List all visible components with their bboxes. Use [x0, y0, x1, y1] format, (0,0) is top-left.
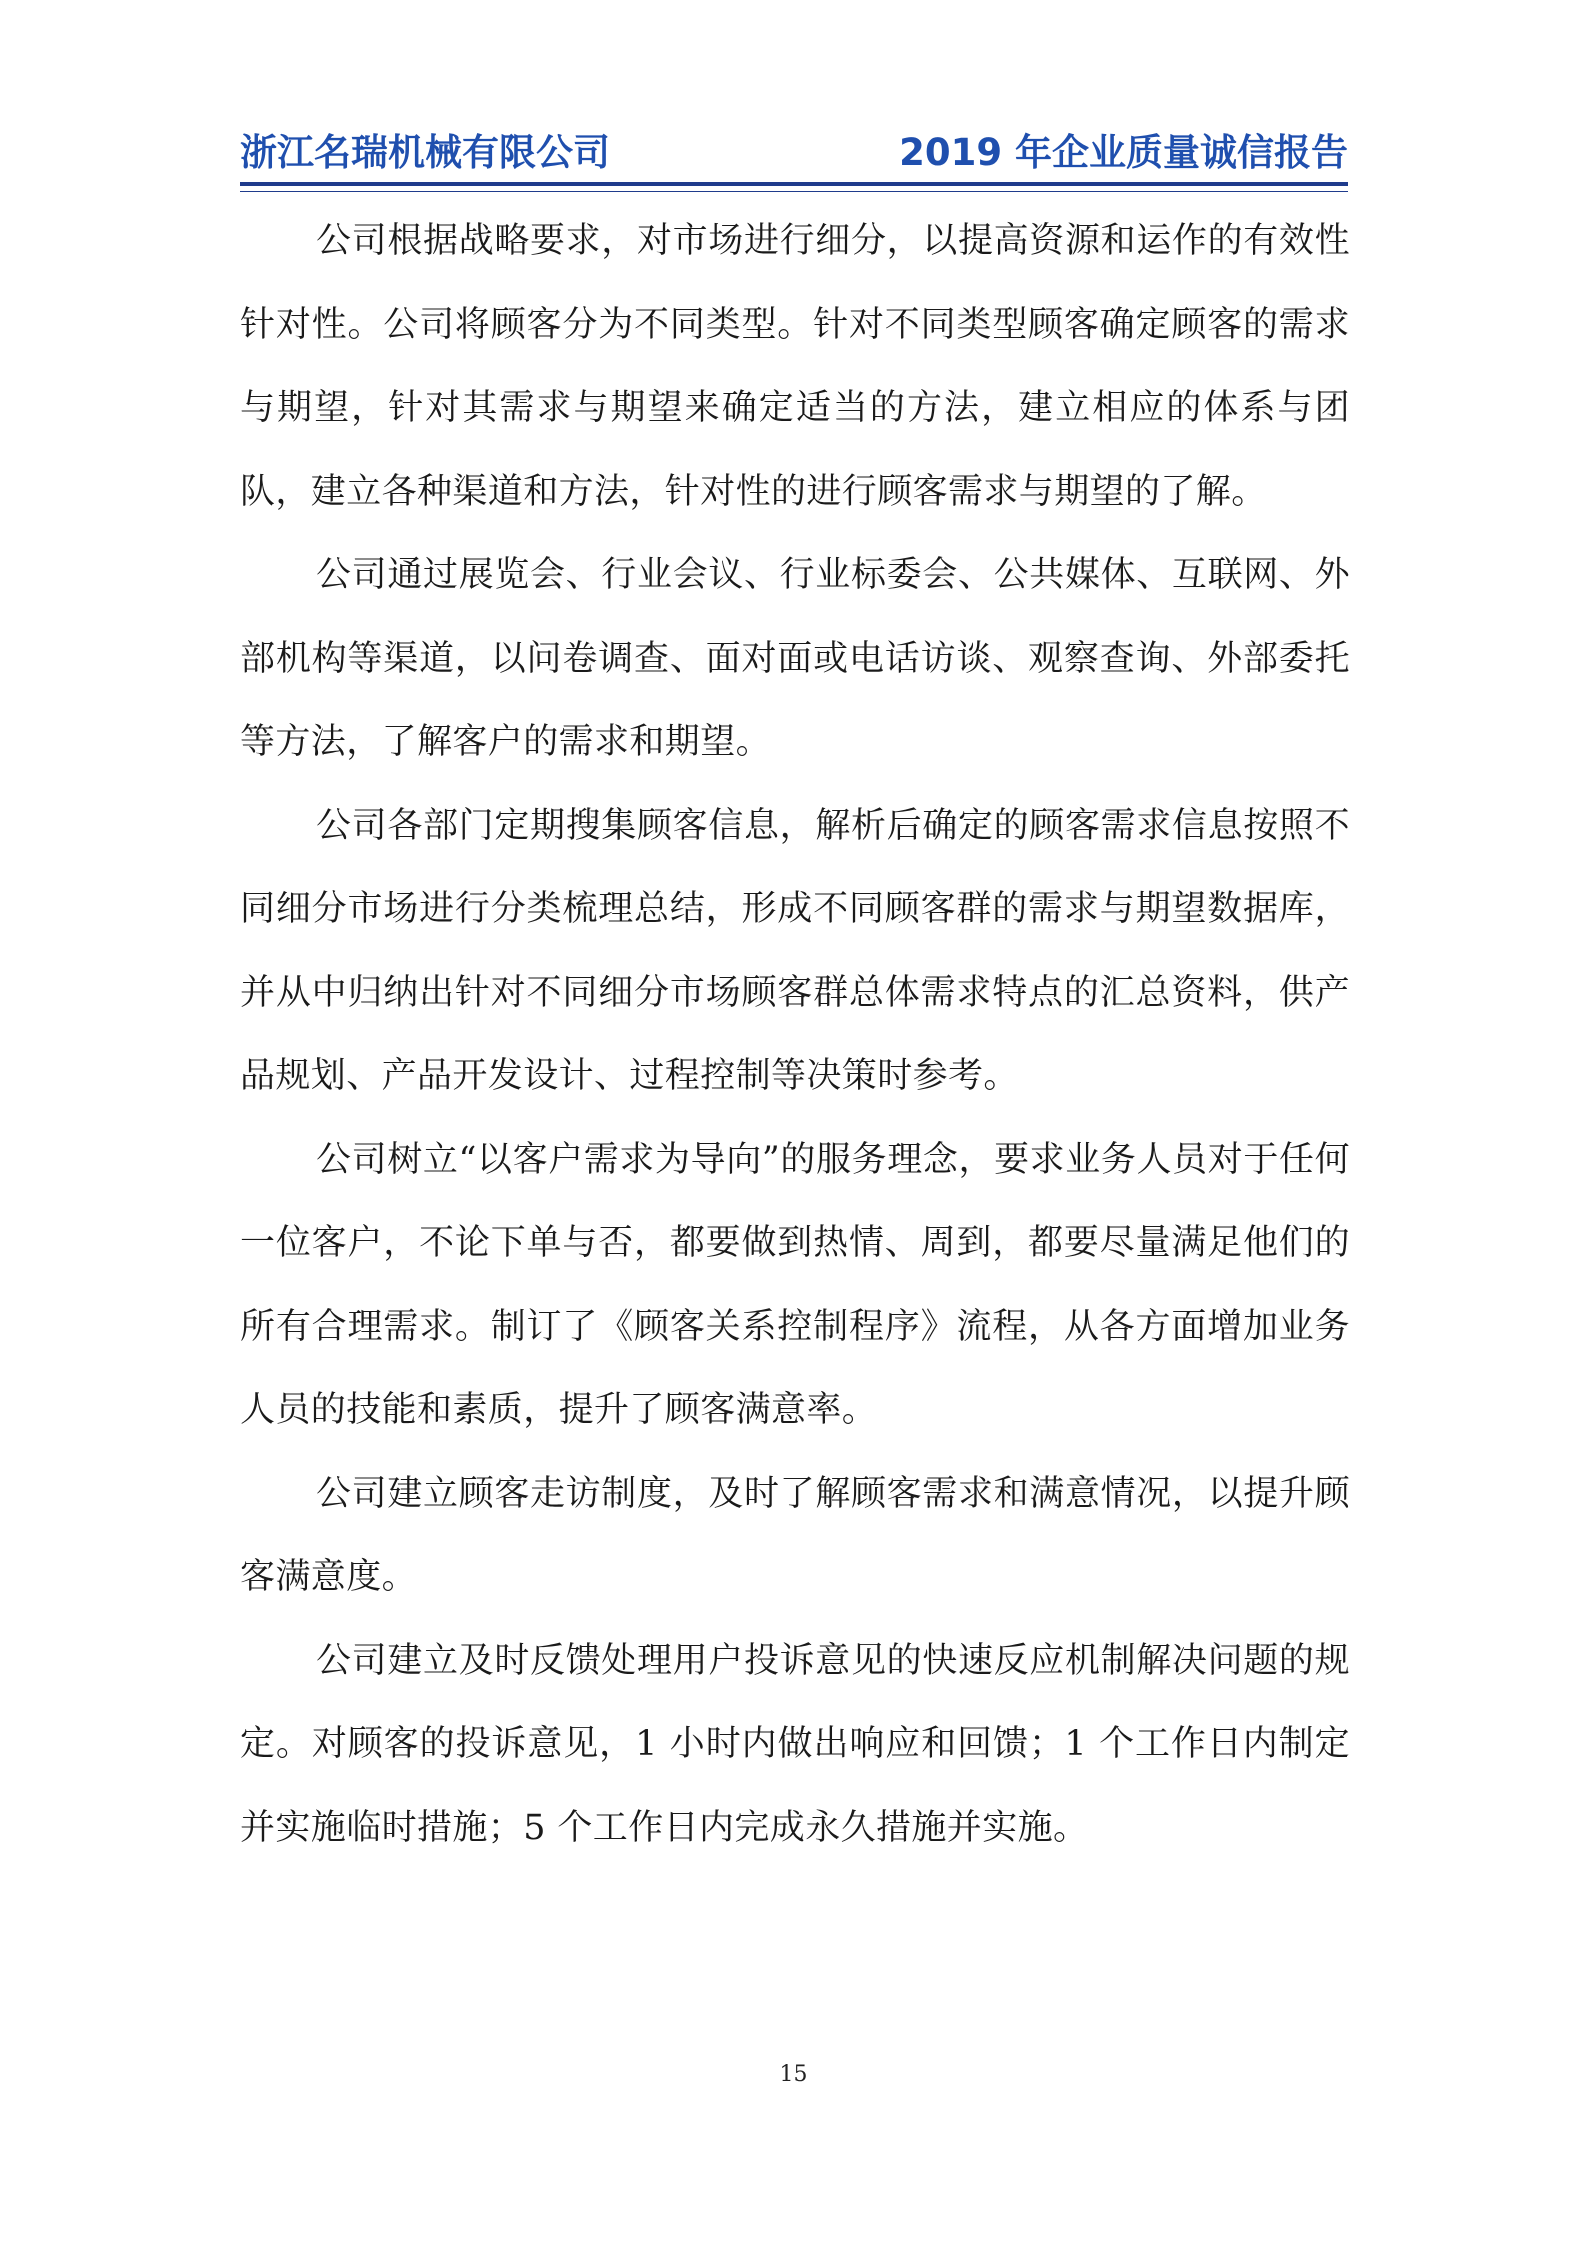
header-company-name: 浙江名瑞机械有限公司	[240, 131, 610, 174]
body-text	[240, 200, 1350, 1870]
paragraph-complaint-handling: 公司建立及时反馈处理用户投诉意见的快速反应机制解决问题的规定。对顾客的投诉意见，1 小时内做出响应和回馈；1 个工作日内制定并实施临时措施；5 个工作日内完成永久措施并实施。	[240, 1640, 1350, 1848]
page-header	[240, 118, 1348, 186]
paragraph-customer-info: 公司各部门定期搜集顾客信息，解析后确定的顾客需求信息按照不同细分市场进行分类梳理总结，形成不同顾客群的需求与期望数据库，并从中归纳出针对不同细分市场顾客群总体需求特点的汇总资料，供产品规划、产品开发设计、过程控制等决策时参考。	[240, 805, 1350, 1096]
header-report-title: 2019 年企业质量诚信报告	[899, 131, 1348, 174]
paragraph-market-segmentation: 公司根据战略要求，对市场进行细分，以提高资源和运作的有效性针对性。公司将顾客分为不同类型。针对不同类型顾客确定顾客的需求与期望，针对其需求与期望来确定适当的方法，建立相应的体系与团队，建立各种渠道和方法，针对性的进行顾客需求与期望的了解。	[240, 221, 1350, 512]
paragraph-service-concept: 公司树立“以客户需求为导向”的服务理念，要求业务人员对于任何一位客户，不论下单与否，都要做到热情、周到，都要尽量满足他们的所有合理需求。制订了《顾客关系控制程序》流程，从各方面增加业务人员的技能和素质，提升了顾客满意率。	[240, 1139, 1350, 1430]
header-divider	[240, 191, 1348, 192]
paragraph-visit-system: 公司建立顾客走访制度，及时了解顾客需求和满意情况，以提升顾客满意度。	[240, 1473, 1350, 1597]
paragraph-channels: 公司通过展览会、行业会议、行业标委会、公共媒体、互联网、外部机构等渠道，以问卷调查、面对面或电话访谈、观察查询、外部委托等方法，了解客户的需求和期望。	[240, 555, 1350, 762]
page-number: 15	[779, 2062, 808, 2087]
